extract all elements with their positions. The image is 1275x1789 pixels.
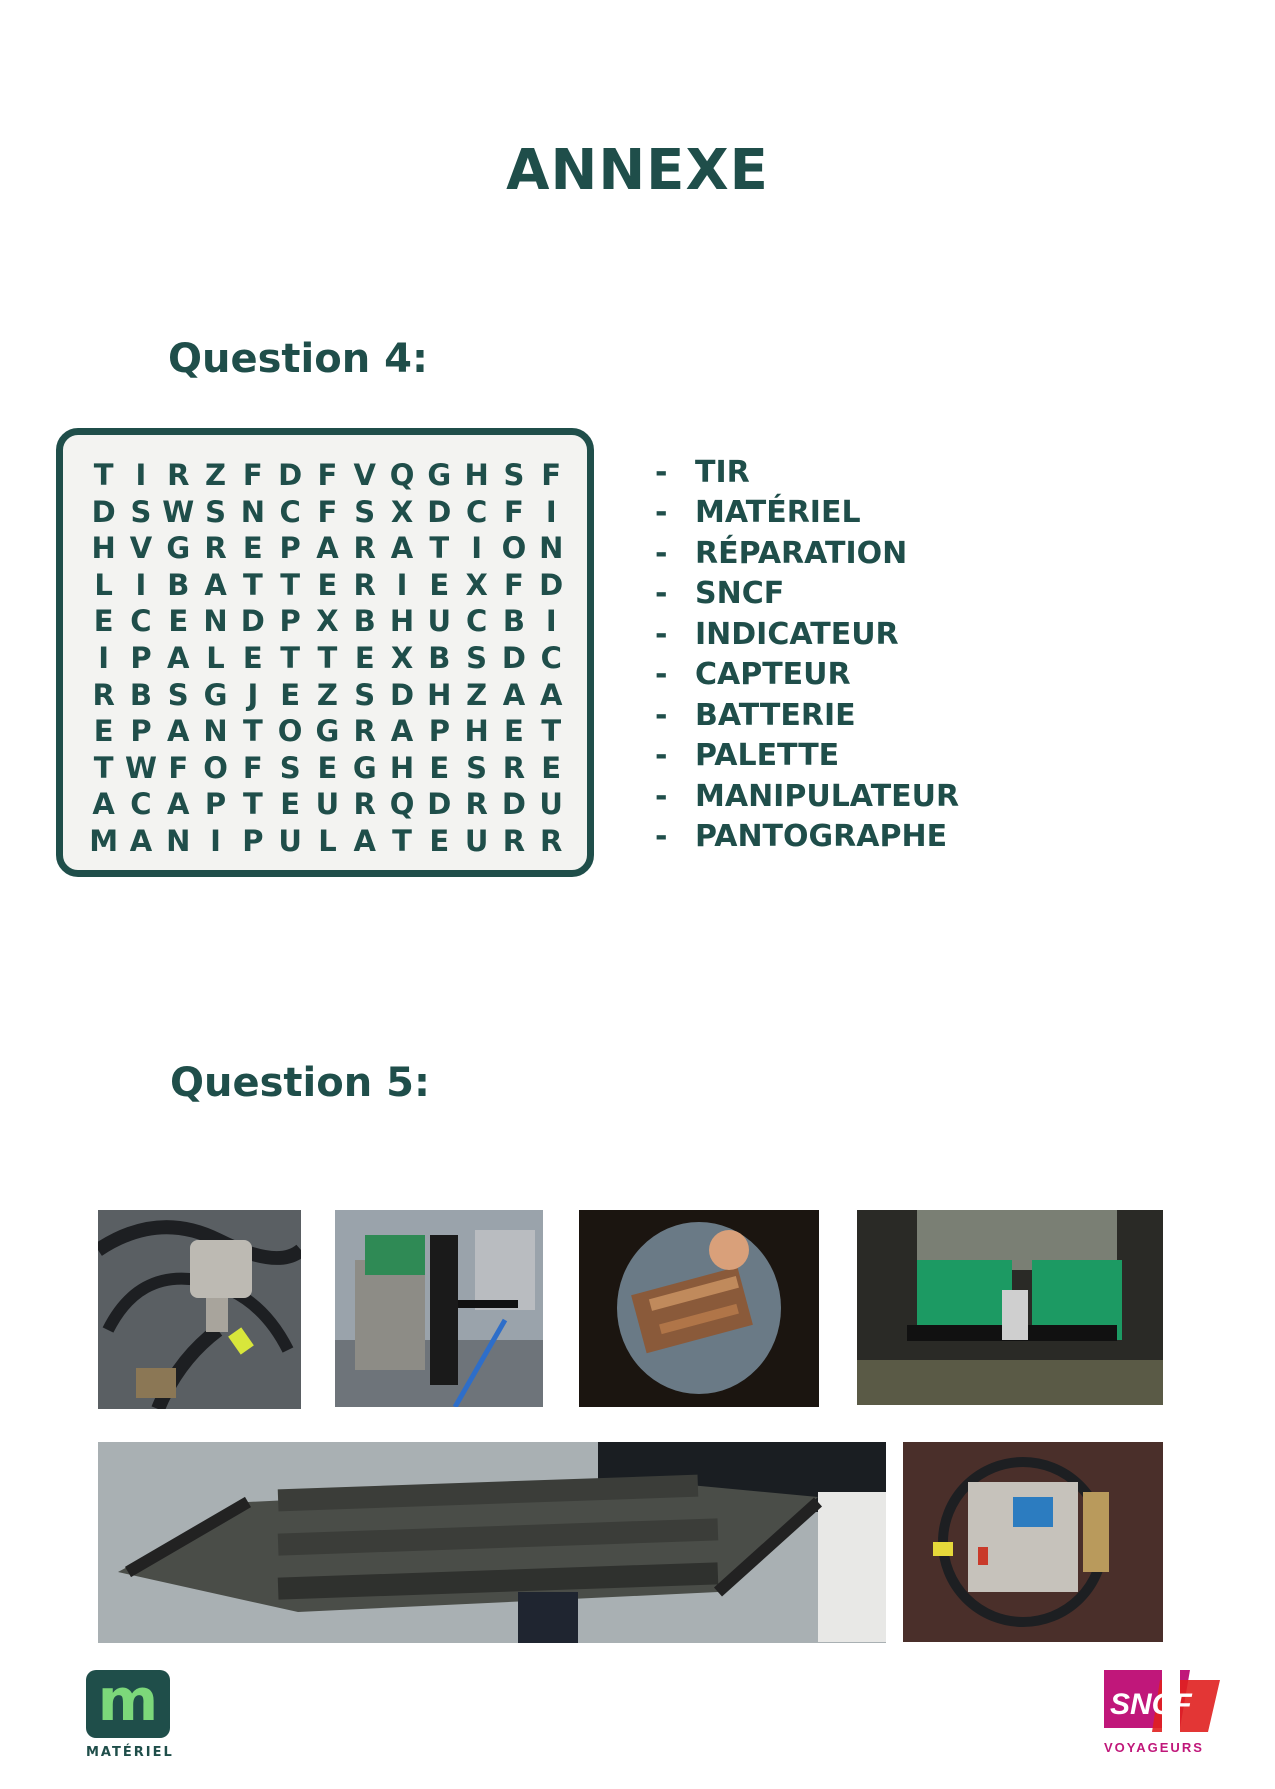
materiel-logo-caption: MATÉRIEL [86, 1745, 174, 1760]
grid-letter: A [353, 823, 376, 858]
sensor-cable-photo [98, 1210, 301, 1409]
grid-letter: Z [316, 677, 338, 712]
word-search-box [56, 428, 594, 877]
list-dash: - [655, 657, 668, 693]
grid-letter: C [465, 604, 488, 639]
grid-letter: I [471, 531, 483, 566]
grid-letter: S [167, 677, 189, 712]
grid-letter: D [501, 787, 526, 822]
page-title: ANNEXE [506, 138, 769, 203]
grid-letter: I [98, 640, 110, 675]
sncf-voyageurs-logo [1100, 1670, 1220, 1756]
grid-letter: D [91, 494, 116, 529]
grid-letter: B [428, 640, 451, 675]
grid-letter: E [317, 567, 338, 602]
grid-letter: T [280, 567, 301, 602]
word-list-item [655, 493, 959, 534]
grid-letter: E [504, 714, 524, 749]
word-list-item [655, 817, 959, 858]
svg-text:SNCF: SNCF [1110, 1688, 1192, 1721]
grid-letter: R [92, 677, 115, 712]
grid-letter: A [204, 567, 227, 602]
grid-letter: A [92, 787, 115, 822]
grid-letter: Q [389, 787, 415, 822]
grid-letter: X [390, 640, 414, 675]
grid-letter: R [353, 531, 376, 566]
grid-letter: T [317, 640, 338, 675]
grid-letter: I [396, 567, 408, 602]
list-dash: - [655, 738, 668, 774]
grid-letter: V [129, 531, 153, 566]
grid-letter: V [353, 458, 376, 492]
grid-letter: F [317, 494, 338, 529]
grid-letter: G [315, 714, 340, 749]
grid-letter: H [91, 531, 116, 566]
pantograph-palette-photo [98, 1442, 886, 1643]
grid-letter: R [502, 823, 526, 858]
grid-letter: T [93, 458, 114, 492]
grid-letter: T [541, 714, 562, 749]
grid-letter: B [502, 604, 525, 639]
grid-letter: E [429, 823, 450, 858]
pantograph-base-photo [857, 1210, 1163, 1405]
grid-letter: Q [389, 458, 415, 492]
grid-letter: P [130, 714, 152, 749]
grid-letter: C [130, 787, 152, 822]
grid-letter: E [242, 531, 263, 566]
grid-letter: D [427, 787, 452, 822]
grid-letter: N [539, 531, 564, 566]
grid-letter: X [316, 604, 339, 639]
word-label: MANIPULATEUR [695, 778, 960, 814]
grid-letter: D [501, 640, 526, 675]
grid-letter: H [464, 714, 489, 749]
grid-letter: T [242, 567, 263, 602]
grid-letter: D [240, 604, 265, 639]
grid-letter: D [427, 494, 452, 529]
grid-letter: R [502, 750, 526, 785]
grid-letter: C [130, 604, 152, 639]
grid-letter: E [541, 750, 562, 785]
grid-letter: E [93, 604, 114, 639]
grid-letter: A [539, 677, 563, 712]
grid-letter: P [279, 531, 301, 566]
grid-letter: E [280, 677, 301, 712]
grid-letter: B [353, 604, 376, 639]
grid-letter: R [465, 787, 488, 822]
svg-text:VOYAGEURS: VOYAGEURS [1104, 1740, 1204, 1755]
grid-letter: L [94, 567, 113, 602]
grid-letter: G [352, 750, 377, 785]
grid-letter: A [167, 787, 190, 822]
grid-letter: N [240, 494, 265, 529]
word-search-grid [85, 457, 570, 860]
grid-letter: S [279, 750, 301, 785]
grid-letter: B [167, 567, 190, 602]
grid-letter: R [353, 714, 376, 749]
grid-letter: A [129, 823, 153, 858]
grid-letter: J [247, 677, 259, 712]
grid-letter: E [429, 567, 450, 602]
grid-letter: F [504, 567, 524, 602]
question-4-heading: Question 4: [168, 336, 428, 382]
grid-letter: S [466, 750, 488, 785]
list-dash: - [655, 778, 668, 814]
grid-letter: G [203, 677, 228, 712]
word-list-item [655, 736, 959, 777]
grid-letter: R [204, 531, 227, 566]
grid-letter: E [354, 640, 375, 675]
word-label: BATTERIE [695, 697, 856, 733]
grid-letter: A [502, 677, 526, 712]
word-label: TIR [695, 454, 750, 490]
grid-letter: R [353, 787, 376, 822]
word-label: MATÉRIEL [695, 495, 861, 531]
word-label: INDICATEUR [695, 616, 899, 652]
grid-letter: H [464, 458, 489, 492]
word-label: CAPTEUR [695, 657, 851, 693]
grid-letter: U [315, 787, 340, 822]
grid-letter: S [205, 494, 226, 529]
grid-letter: N [203, 714, 228, 749]
list-dash: - [655, 819, 668, 855]
grid-letter: U [427, 604, 452, 639]
word-label: PANTOGRAPHE [695, 819, 948, 855]
grid-letter: E [317, 750, 338, 785]
grid-letter: S [503, 458, 525, 492]
word-label: PALETTE [695, 738, 840, 774]
grid-letter: R [540, 823, 563, 858]
grid-letter: T [392, 823, 412, 858]
grid-letter: T [429, 531, 450, 566]
grid-letter: E [429, 750, 450, 785]
grid-letter: W [162, 494, 195, 529]
grid-letter: T [242, 714, 263, 749]
grid-letter: P [130, 640, 152, 675]
grid-letter: P [204, 787, 227, 822]
grid-letter: R [167, 458, 190, 492]
grid-letter: H [389, 750, 415, 785]
grid-letter: Z [466, 677, 488, 712]
grid-letter: H [389, 604, 415, 639]
list-dash: - [655, 495, 668, 531]
list-dash: - [655, 616, 668, 652]
word-list-item [655, 574, 959, 615]
word-list-item [655, 776, 959, 817]
grid-letter: W [124, 750, 157, 785]
word-list-item [655, 533, 959, 574]
grid-letter: S [354, 494, 376, 529]
grid-letter: B [129, 677, 152, 712]
grid-letter: I [135, 567, 147, 602]
grid-letter: I [210, 823, 221, 858]
grid-letter: C [279, 494, 301, 529]
grid-letter: E [168, 604, 189, 639]
grid-letter: E [280, 787, 301, 822]
grid-letter: O [501, 531, 527, 566]
grid-letter: D [539, 567, 564, 602]
grid-letter: P [428, 714, 450, 749]
grid-letter: U [464, 823, 489, 858]
list-dash: - [655, 454, 668, 490]
grid-letter: O [277, 714, 303, 749]
grid-letter: T [280, 640, 301, 675]
grid-letter: A [390, 714, 414, 749]
grid-letter: T [242, 787, 263, 822]
grid-letter: N [203, 604, 228, 639]
grid-letter: R [353, 567, 376, 602]
list-dash: - [655, 535, 668, 571]
grid-letter: F [242, 750, 263, 785]
word-list-item [655, 695, 959, 736]
grid-letter: I [545, 494, 557, 529]
grid-letter: S [130, 494, 152, 529]
grid-letter: T [93, 750, 114, 785]
grid-letter: A [316, 531, 339, 566]
grid-letter: X [465, 567, 488, 602]
grid-letter: H [427, 677, 452, 712]
word-list [655, 452, 959, 857]
contacts-closeup-photo [579, 1210, 819, 1407]
grid-letter: X [390, 494, 414, 529]
grid-letter: I [545, 604, 557, 639]
sensor-plate-photo [903, 1442, 1163, 1642]
materiel-logo [86, 1666, 170, 1738]
word-list-item [655, 614, 959, 655]
grid-letter: A [390, 531, 414, 566]
grid-letter: F [317, 458, 338, 492]
grid-letter: C [465, 494, 488, 529]
question-5-heading: Question 5: [170, 1060, 430, 1106]
grid-letter: A [167, 714, 190, 749]
word-label: RÉPARATION [695, 535, 908, 571]
grid-letter: E [93, 714, 114, 749]
grid-letter: U [278, 823, 302, 858]
grid-letter: F [504, 494, 524, 529]
list-dash: - [655, 697, 668, 733]
grid-letter: G [427, 458, 452, 492]
grid-letter: N [166, 823, 191, 858]
word-list-item [655, 655, 959, 696]
indicator-device-photo [335, 1210, 543, 1407]
grid-letter: F [541, 458, 562, 492]
grid-letter: O [203, 750, 228, 785]
word-label: SNCF [695, 576, 785, 612]
word-list-item [655, 452, 959, 493]
grid-letter: I [135, 458, 147, 492]
grid-letter: S [466, 640, 488, 675]
grid-letter: G [166, 531, 191, 566]
grid-letter: Z [205, 458, 227, 492]
grid-letter: D [389, 677, 415, 712]
grid-letter: F [168, 750, 189, 785]
grid-letter: P [279, 604, 301, 639]
materiel-logo-letter: m [97, 1666, 159, 1734]
grid-letter: P [242, 823, 264, 858]
grid-letter: E [242, 640, 263, 675]
grid-letter: L [318, 823, 337, 858]
grid-letter: L [206, 640, 225, 675]
grid-letter: M [89, 823, 119, 858]
grid-letter: A [167, 640, 190, 675]
grid-letter: C [540, 640, 562, 675]
grid-letter: U [539, 787, 563, 822]
grid-letter: F [242, 458, 263, 492]
grid-letter: D [278, 458, 303, 492]
list-dash: - [655, 576, 668, 612]
grid-letter: S [354, 677, 376, 712]
